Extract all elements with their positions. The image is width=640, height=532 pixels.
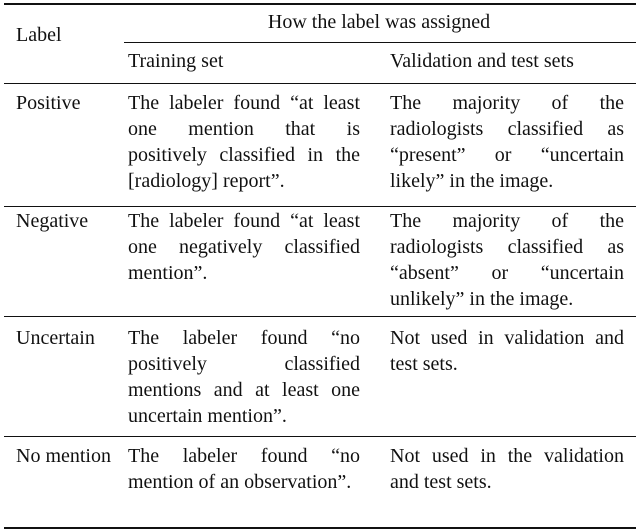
top-rule — [4, 3, 636, 5]
group-header-rule — [124, 42, 636, 43]
header-training: Training set — [128, 50, 224, 72]
row-positive-validation: The majority of the radiologists classified as “present” or “uncertain likely” in the image. — [390, 92, 624, 192]
row-divider-2 — [4, 316, 636, 317]
header-label: Label — [16, 24, 62, 46]
row-uncertain-validation: Not used in validation and test sets. — [390, 327, 624, 375]
row-divider-3 — [4, 436, 636, 437]
row-uncertain-training: The labeler found “no positively classified mentions and at least one uncertain mention”. — [128, 327, 360, 427]
row-positive-label: Positive — [16, 92, 81, 114]
header-bottom-rule — [4, 83, 636, 84]
row-negative-training: The labeler found “at least one negatively classified mention”. — [128, 210, 360, 284]
row-negative-validation: The majority of the radiologists classified as “absent” or “uncertain unlikely” in the image. — [390, 210, 624, 310]
row-no-mention-validation: Not used in the validation and test sets. — [390, 445, 624, 493]
row-negative-label: Negative — [16, 210, 89, 232]
row-positive-training: The labeler found “at least one mention that is positively classified in the [radiology] report”. — [128, 92, 360, 192]
row-no-mention-training: The labeler found “no mention of an observation”. — [128, 445, 360, 493]
row-uncertain-label: Uncertain — [16, 327, 95, 349]
row-divider-1 — [4, 206, 636, 207]
header-group: How the label was assigned — [267, 11, 491, 33]
bottom-rule — [4, 527, 636, 529]
header-validation: Validation and test sets — [390, 50, 574, 72]
row-no-mention-label: No mention — [16, 445, 111, 467]
